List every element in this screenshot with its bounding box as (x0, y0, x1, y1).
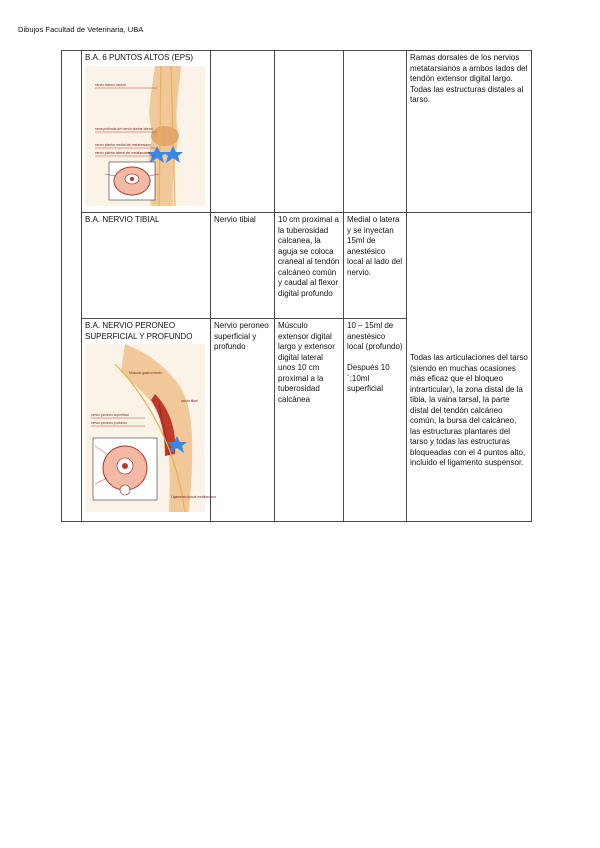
site-cell: 10 cm proximal a la tuberosidad calcanea, la aguja se coloca craneal al tendón calcáneo común y caudal al flexor digital profundo (275, 213, 344, 319)
block-title: B.A. 6 PUNTOS ALTOS (EPS) (85, 53, 194, 62)
nerve-cell: Nervio peroneo superficial y profundo (211, 319, 275, 522)
page-header: Dibujos Facultad de Veterinaria, UBA (18, 25, 144, 34)
nerve-block-table (61, 50, 532, 522)
site-cell (275, 51, 344, 213)
block-title-cell (82, 51, 211, 213)
figure-label: Músculo gastrocnemio (129, 371, 162, 375)
figure-label: nervio peroneo profundo (91, 421, 127, 425)
site-cell: Músculo extensor digital largo y extensor digital lateral unos 10 cm proximal a la tuberosidad calcánea (275, 319, 344, 522)
structures-cell: Ramas dorsales de los nervios metatarsianos a ambos lados del tendón extensor digital largo. Todas las estructuras distales al tarso. (407, 51, 532, 213)
block-title-cell: B.A. NERVIO TIBIAL (82, 213, 211, 319)
margin-column-cell (62, 51, 82, 522)
figure-label: nervio tibial (181, 399, 198, 403)
figure-label: nervio safeno medial (95, 82, 126, 87)
figure-label: nervio peroneo superficial (91, 413, 129, 417)
technique-cell (344, 51, 407, 213)
technique-cell: Medial o latera y se inyectan 15ml de anestésico local al lado del nervio. (344, 213, 407, 319)
figure-label: rama profunda del nervio plantar lateral (95, 126, 153, 131)
block-title: B.A. NERVIO PERONEO SUPERFICIAL Y PROFUNDO (85, 321, 193, 341)
nerve-cell (211, 51, 275, 213)
figure-label: nervio plantar lateral del metatarsiano (95, 150, 151, 155)
peroneal-anatomy-illustration (85, 344, 217, 512)
merged-structures-cell: Todas las articulaciones del tarso (siendo en muchas ocasiones más eficaz que el bloqueo intrarticular), la zona distal de la tibia, la vaina tarsal, la parte distal del tendón calcáneo común, la bursa del calcáneo, las estructuras plantares del tarso y todas las estructuras bloqueadas con el 4 puntos alto, incluido el ligamento suspensor. (407, 213, 532, 522)
figure-label: nervio plantar medial del metatarsiano (95, 142, 151, 147)
technique-cell: 10 – 15ml de anestésico local (profundo) Después 10´:10ml superficial (344, 319, 407, 522)
nerve-cell: Nervio tibial (211, 213, 275, 319)
block-title-cell (82, 319, 217, 522)
figure-label: Ligamento dorsal metatarsiano (171, 495, 217, 499)
eps-anatomy-illustration (85, 66, 205, 206)
table-row (62, 51, 532, 213)
table-row (62, 213, 532, 319)
